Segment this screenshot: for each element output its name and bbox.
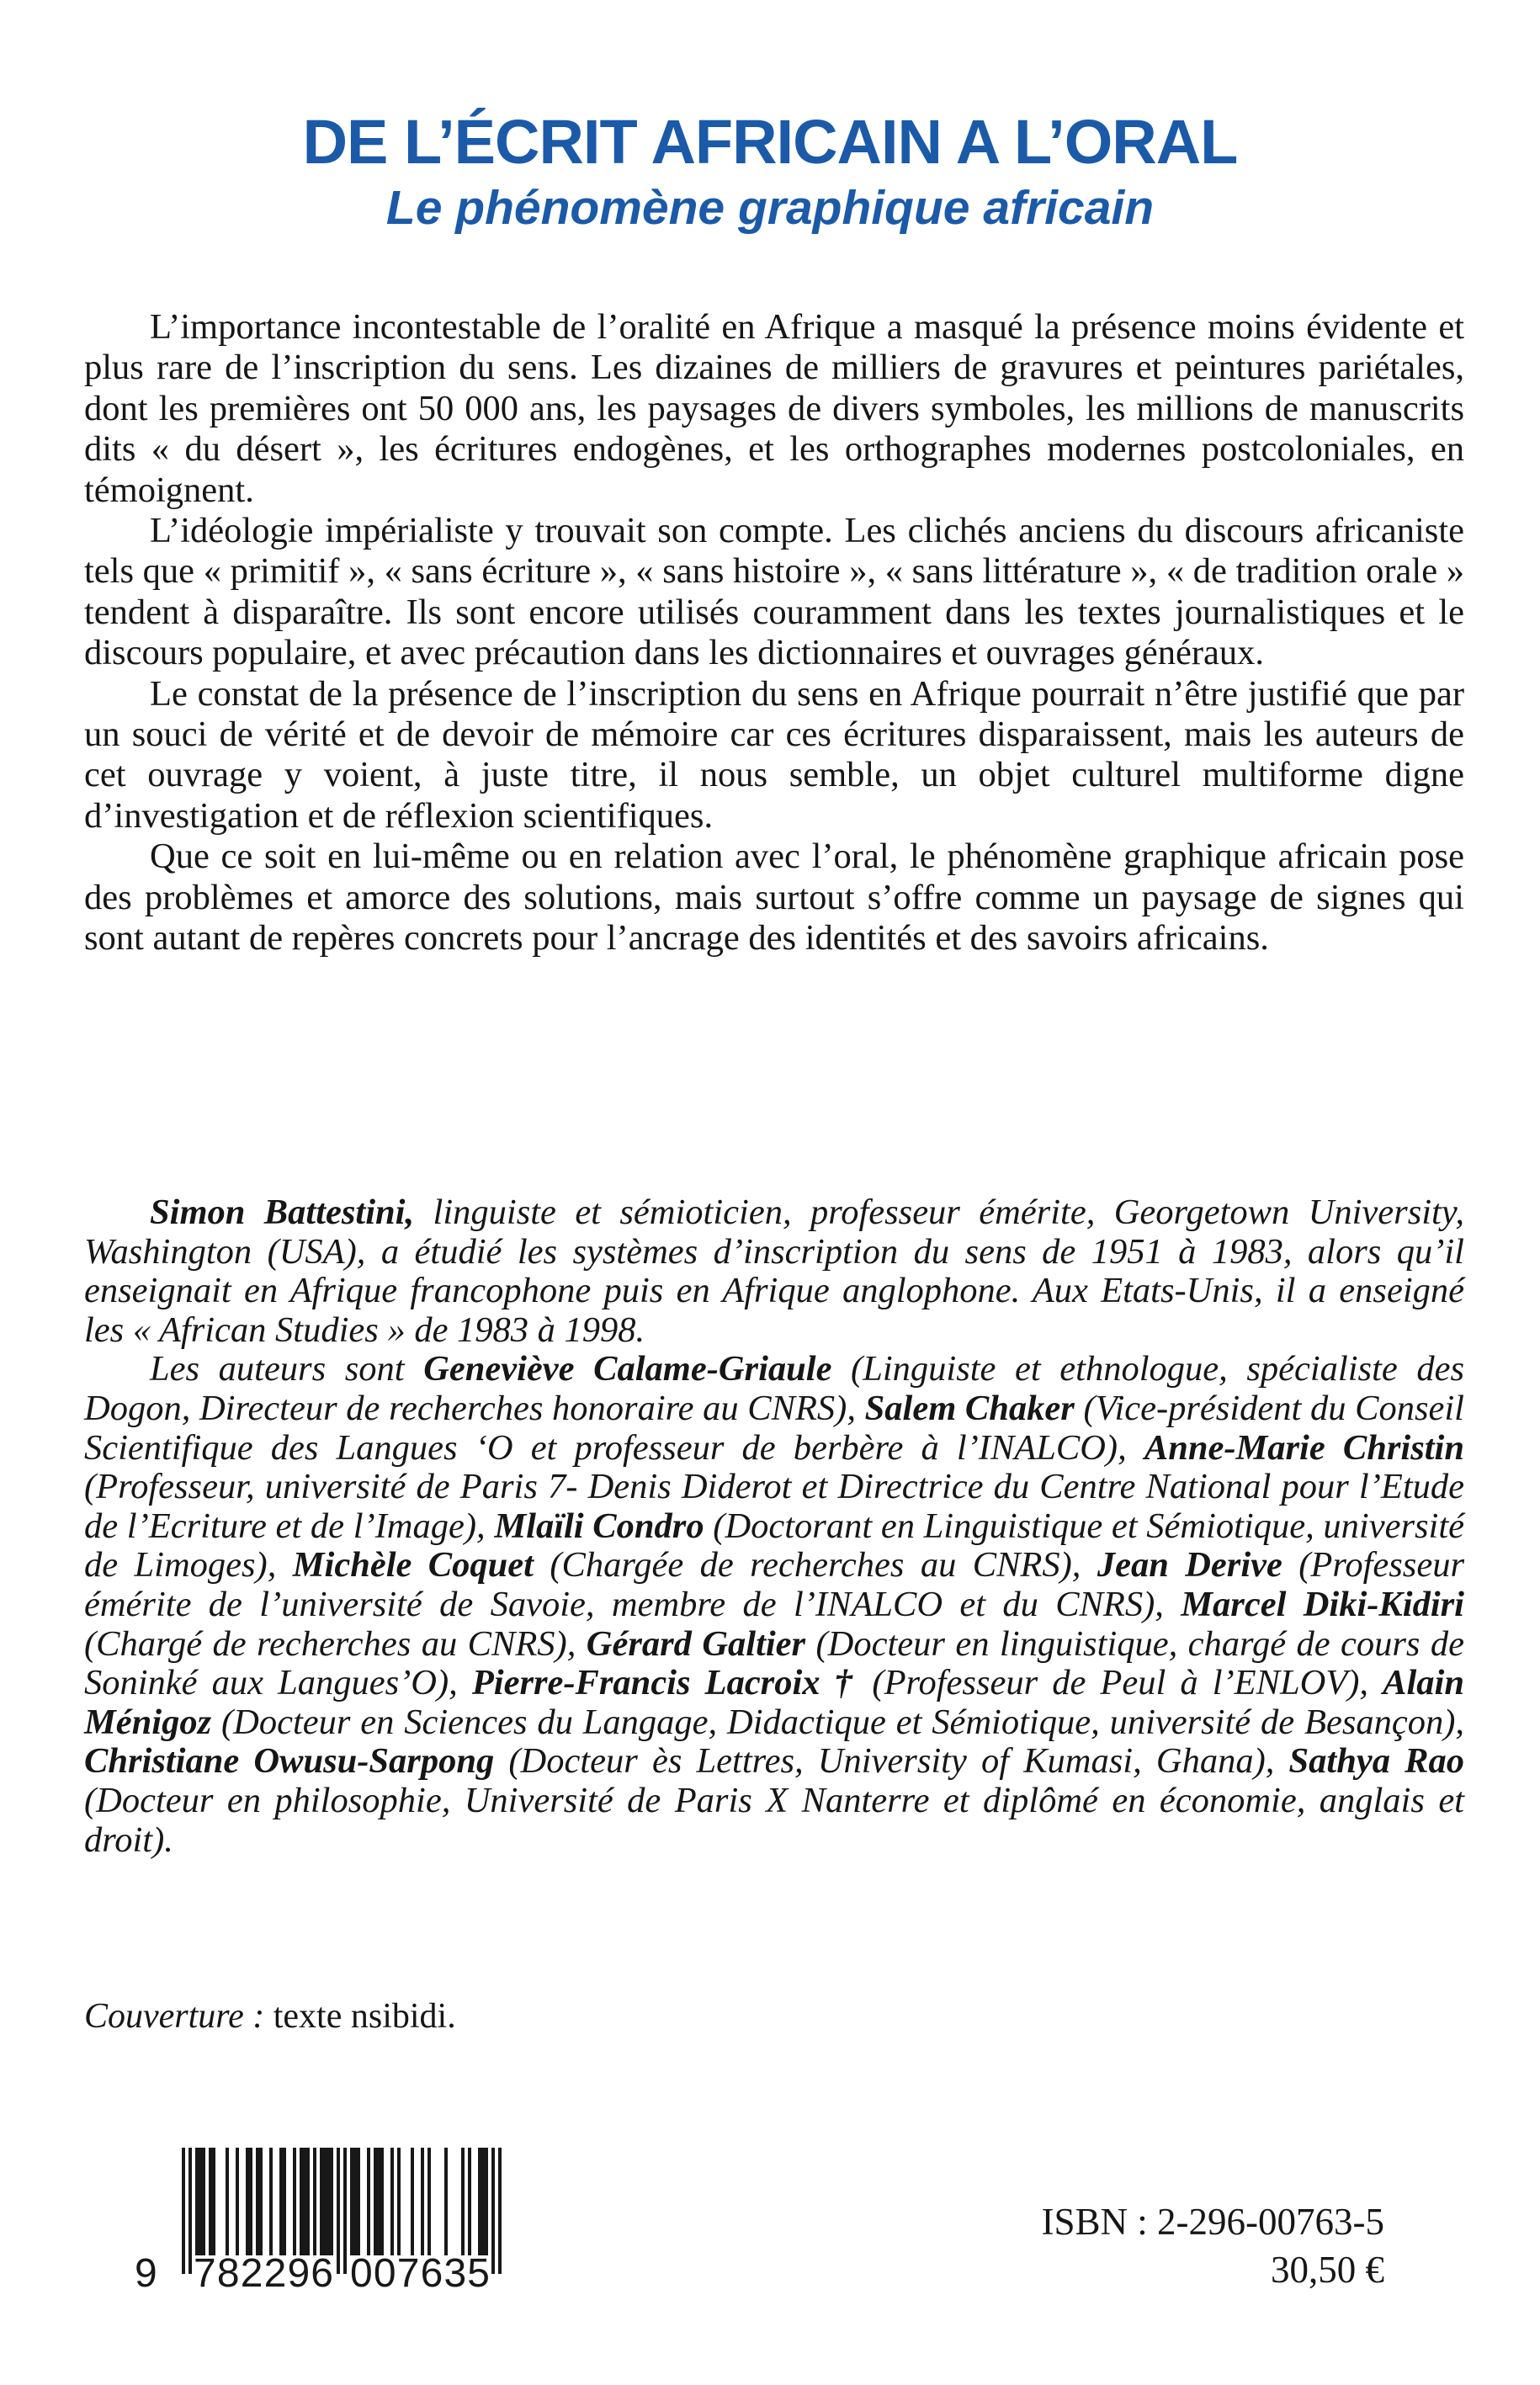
blurb-paragraph-3: Le constat de la présence de l’inscription du sens en Afrique pourrait n’être justifié que par un souci de vérité et de devoir de mémoire car ces écritures disparaissent, mais les auteurs de cet ouvrage y voient, à juste titre, il nous semble, un objet culturel multiforme digne d’investigation et de réflexion scientifiques.	[84, 673, 1464, 836]
ean13-barcode	[135, 2148, 502, 2316]
text-segment: Alain Ménigoz	[84, 1663, 1464, 1742]
text-segment: (Doctorant en Linguistique et Sémiotique, université de Limoges),	[84, 1506, 1464, 1586]
barcode-digit: 7	[396, 2251, 420, 2296]
barcode-digit: 6	[311, 2251, 333, 2296]
text-segment: (Chargée de recherches au CNRS),	[533, 1545, 1097, 1586]
text-segment: (Professeur, université de Paris 7- Denis Diderot et Directrice du Centre National pour l’Etude de l’Ecriture et de l’Image),	[84, 1467, 1464, 1546]
text-segment: (Professeur émérite de l’université de Savoie, membre de l’INALCO et du CNRS),	[84, 1545, 1464, 1624]
text-segment: texte nsibidi.	[264, 1997, 456, 2036]
barcode-digit: 9	[287, 2251, 311, 2296]
text-segment: linguiste et sémioticien, professeur émérite, Georgetown University, Washington (USA), a étudié les systèmes d’inscription du sens de 1951 à 1983, alors qu’il enseignait en Afrique francophone puis en Afrique anglophone. Aux Etats-Unis, il a enseigné les « African Studies » de 1983 à 1998.	[84, 1192, 1464, 1350]
isbn-text: ISBN : 2-296-00763-5	[1041, 2201, 1384, 2243]
barcode-digit: 3	[443, 2251, 467, 2296]
text-segment: Michèle Coquet	[292, 1545, 534, 1586]
barcode-digit: 8	[216, 2251, 240, 2296]
barcode-digit: 0	[373, 2251, 396, 2296]
text-segment: Les auteurs sont	[150, 1349, 424, 1389]
price-text: 30,50 €	[1271, 2249, 1384, 2291]
blurb-section	[84, 307, 1464, 959]
text-segment: Christiane Owusu-Sarpong	[84, 1741, 495, 1782]
text-segment: Anne-Marie Christin	[1144, 1427, 1464, 1468]
text-segment: (Docteur en linguistique, chargé de cours de Soninké aux Langues’O),	[84, 1623, 1464, 1703]
text-segment: (Linguiste et ethnologue, spécialiste des Dogon, Directeur de recherches honoraire au CNRS),	[84, 1349, 1464, 1428]
text-segment: Geneviève Calame-Griaule	[423, 1349, 832, 1389]
text-segment: Gérard Galtier	[586, 1623, 806, 1664]
barcode-module	[498, 2148, 502, 2274]
text-segment: Salem Chaker	[864, 1388, 1075, 1428]
blurb-paragraph-4: Que ce soit en lui-même ou en relation avec l’oral, le phénomène graphique africain pose des problèmes et amorce des solutions, mais surtout s’offre comme un paysage de signes qui sont autant de repères concrets pour l’ancrage des identités et des savoirs africains.	[84, 837, 1464, 959]
book-subtitle: Le phénomène graphique africain	[385, 181, 1155, 235]
barcode-digits-right	[350, 2251, 490, 2296]
barcode-digit: 5	[467, 2251, 490, 2296]
text-segment: (Chargé de recherches au CNRS),	[84, 1623, 587, 1664]
blurb-paragraph-2: L’idéologie impérialiste y trouvait son compte. Les clichés anciens du discours africaniste tels que « primitif », « sans écriture », « sans histoire », « sans littérature », « de tradition orale » tendent à disparaître. Ils sont encore utilisés couramment dans les textes journalistiques et le discours populaire, et avec précaution dans les dictionnaires et ouvrages généraux.	[84, 511, 1464, 673]
text-segment: Sathya Rao	[1288, 1741, 1464, 1782]
text-segment: Couverture :	[84, 1997, 265, 2036]
blurb-paragraph-1: L’importance incontestable de l’oralité en Afrique a masqué la présence moins évidente et plus rare de l’inscription du sens. Les dizaines de milliers de gravures et peintures pariétales, dont les premières ont 50 000 ans, les paysages de divers symboles, les millions de manuscrits dits « du désert », les écritures endogènes, et les orthographes modernes postcoloniales, en témoignent.	[84, 307, 1464, 510]
cover-credit-note	[84, 1996, 456, 2037]
bio-paragraph-authors	[84, 1350, 1464, 1860]
barcode-digit: 2	[240, 2251, 263, 2296]
barcode-digits-left	[194, 2251, 333, 2296]
text-segment: Pierre-Francis Lacroix †	[471, 1663, 858, 1703]
barcode-digit: 6	[420, 2251, 443, 2296]
isbn-price-block	[1042, 2198, 1384, 2294]
text-segment: Jean Derive	[1097, 1545, 1282, 1586]
text-segment: Mlaïli Condro	[494, 1506, 704, 1546]
bio-paragraph-battestini	[84, 1193, 1464, 1350]
text-segment: (Docteur en Sciences du Langage, Didactique et Sémiotique, université de Besançon),	[211, 1702, 1464, 1742]
text-segment: (Vice-président du Conseil Scientifique des Langues ‘O et professeur de berbère à l’INALCO),	[84, 1388, 1464, 1468]
barcode-digit: 0	[350, 2251, 373, 2296]
text-segment: (Professeur de Peul à l’ENLOV),	[858, 1663, 1383, 1703]
text-segment: (Docteur ès Lettres, University of Kumasi, Ghana),	[494, 1741, 1289, 1782]
barcode-digit: 2	[263, 2251, 287, 2296]
barcode-digit: 7	[194, 2251, 216, 2296]
text-segment: (Docteur en philosophie, Université de Paris X Nanterre et diplômé en économie, anglais et droit).	[84, 1780, 1464, 1860]
barcode-digit-first: 9	[135, 2251, 157, 2296]
text-segment: Simon Battestini,	[150, 1192, 415, 1232]
book-title: DE L’ÉCRIT AFRICAIN A L’ORAL	[302, 107, 1238, 177]
authors-bio-section	[84, 1193, 1464, 1860]
text-segment: Marcel Diki-Kidiri	[1181, 1584, 1464, 1624]
